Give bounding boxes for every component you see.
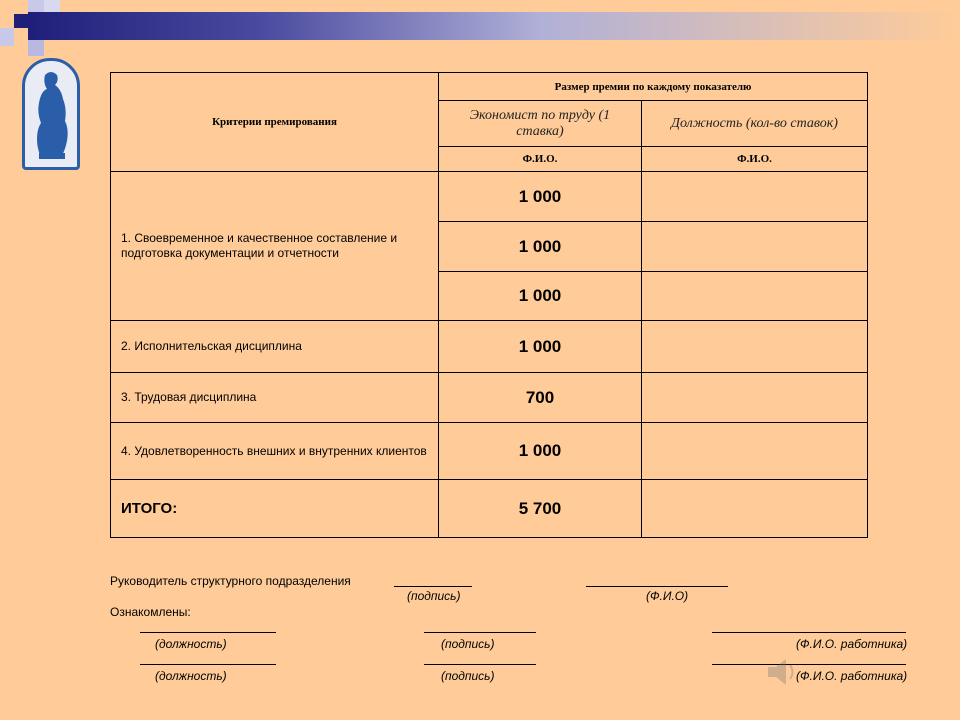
col-economist-title: Экономист по труду (1 ставка) bbox=[439, 101, 642, 147]
value-cell: 700 bbox=[439, 373, 642, 423]
value-cell: 1 000 bbox=[439, 423, 642, 480]
podpis-caption: (подпись) bbox=[441, 669, 495, 683]
fio-caption: (Ф.И.О) bbox=[646, 589, 689, 603]
value-cell: 1 000 bbox=[439, 222, 642, 272]
header-criteria: Критерии премирования bbox=[111, 73, 439, 172]
value-cell: 1 000 bbox=[439, 272, 642, 321]
value-cell: 1 000 bbox=[439, 321, 642, 373]
decor-square-lavender bbox=[0, 28, 14, 46]
header-gradient-bar bbox=[28, 12, 960, 40]
bonus-criteria-table bbox=[110, 72, 868, 538]
signature-line bbox=[424, 632, 536, 633]
signature-line bbox=[586, 586, 728, 587]
criterion-documentation: 1. Своевременное и качественное составление и подготовка документации и отчетности bbox=[111, 172, 439, 321]
signature-line bbox=[394, 586, 472, 587]
col-position-fio: Ф.И.О. bbox=[642, 147, 868, 172]
speaker-icon bbox=[764, 654, 800, 690]
signature-line bbox=[424, 664, 536, 665]
criterion-labor-discipline: 3. Трудовая дисциплина bbox=[111, 373, 439, 423]
acquainted-label: Ознакомлены: bbox=[110, 605, 191, 619]
worker-fio-caption: (Ф.И.О. работника) bbox=[796, 669, 908, 683]
podpis-caption: (подпись) bbox=[441, 637, 495, 651]
logo-emblem bbox=[22, 58, 80, 170]
empty-cell bbox=[642, 172, 868, 222]
position-caption: (должность) bbox=[155, 637, 227, 651]
statue-icon bbox=[25, 61, 77, 167]
criterion-executive-discipline: 2. Исполнительская дисциплина bbox=[111, 321, 439, 373]
col-economist-fio: Ф.И.О. bbox=[439, 147, 642, 172]
signature-line bbox=[140, 664, 276, 665]
position-caption: (должность) bbox=[155, 669, 227, 683]
podpis-caption: (подпись) bbox=[407, 589, 461, 603]
criterion-client-satisfaction: 4. Удовлетворенность внешних и внутренних клиентов bbox=[111, 423, 439, 480]
empty-cell bbox=[642, 480, 868, 538]
col-position-title: Должность (кол-во ставок) bbox=[642, 101, 868, 147]
empty-cell bbox=[642, 222, 868, 272]
value-cell: 1 000 bbox=[439, 172, 642, 222]
worker-fio-caption: (Ф.И.О. работника) bbox=[796, 637, 908, 651]
signature-line bbox=[712, 632, 906, 633]
total-label: ИТОГО: bbox=[111, 480, 439, 538]
empty-cell bbox=[642, 423, 868, 480]
total-value: 5 700 bbox=[439, 480, 642, 538]
empty-cell bbox=[642, 373, 868, 423]
decor-square-navy bbox=[14, 14, 28, 28]
signature-line bbox=[712, 664, 906, 665]
empty-cell bbox=[642, 272, 868, 321]
signature-line bbox=[140, 632, 276, 633]
empty-cell bbox=[642, 321, 868, 373]
head-of-department-label: Руководитель структурного подразделения bbox=[110, 574, 351, 588]
header-bonus-size: Размер премии по каждому показателю bbox=[439, 73, 868, 101]
